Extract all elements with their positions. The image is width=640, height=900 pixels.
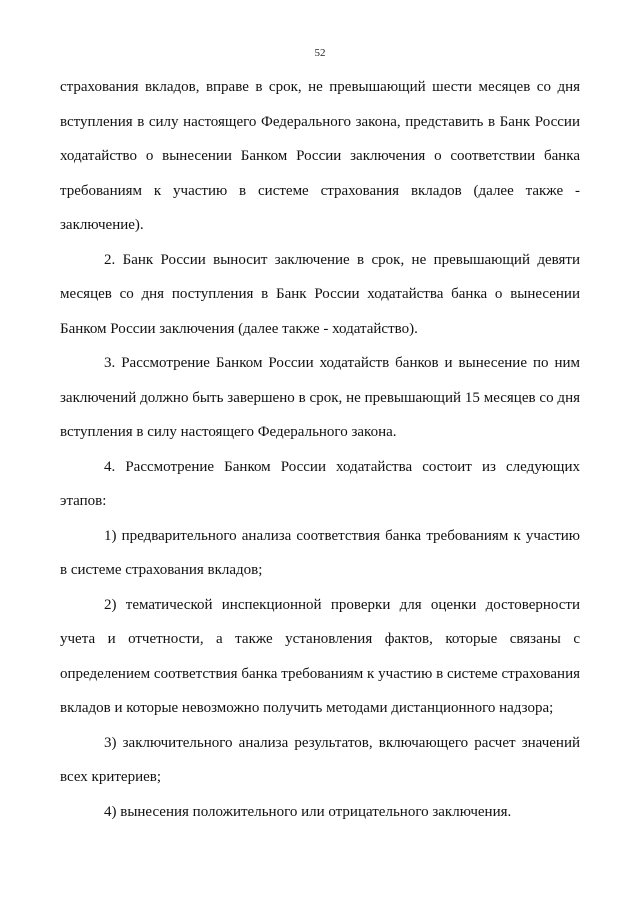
- subitem-2: 2) тематической инспекционной проверки для оценки достоверности учета и отчетности, а также установления фактов, которые связаны с определением соответствия банка требованиям к участию в системе страхования вкладов и которые невозможно получить методами дистанционного надзора;: [60, 596, 580, 716]
- subitem-4: 4) вынесения положительного или отрицательного заключения.: [104, 803, 512, 820]
- paragraph-item-4: 4. Рассмотрение Банком России ходатайства состоит из следующих этапов:: [60, 458, 580, 509]
- subitem-1: 1) предварительного анализа соответствия банка требованиям к участию в системе страхования вкладов;: [60, 527, 580, 578]
- paragraph-item-3: 3. Рассмотрение Банком России ходатайств банков и вынесение по ним заключений должно быть завершено в срок, не превышающий 15 месяцев со дня вступления в силу настоящего Федерального закона.: [60, 355, 580, 440]
- document-body: [60, 70, 580, 829]
- paragraph-continuation: страхования вкладов, вправе в срок, не превышающий шести месяцев со дня вступления в силу настоящего Федерального закона, представить в Банк России ходатайство о вынесении Банком России заключения о соответствии банка требованиям к участию в системе страхования вкладов (далее также - заключение).: [60, 79, 580, 233]
- page-number: 52: [314, 47, 326, 59]
- paragraph-item-2: 2. Банк России выносит заключение в срок, не превышающий девяти месяцев со дня поступления в Банк России ходатайства банка о вынесении Банком России заключения (далее также - ходатайство).: [60, 251, 580, 337]
- subitem-3: 3) заключительного анализа результатов, включающего расчет значений всех критериев;: [60, 734, 580, 785]
